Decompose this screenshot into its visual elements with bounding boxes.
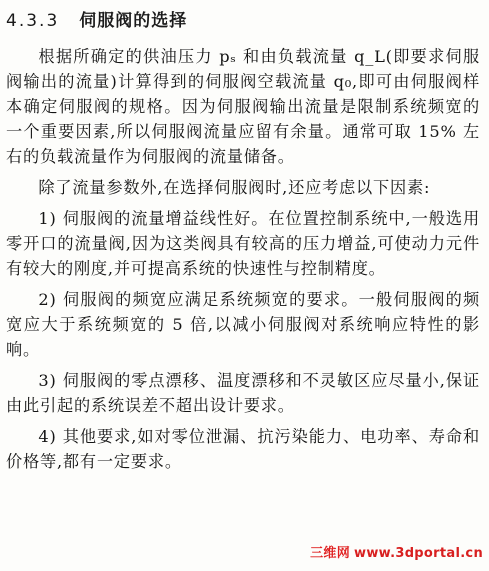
site-watermark [310,542,483,561]
paragraph-factor-1: 1) 伺服阀的流量增益线性好。在位置控制系统中,一般选用零开口的流量阀,因为这类阀具有较高的压力增益,可使动力元件有较大的刚度,并可提高系统的快速性与控制精度。 [6,209,480,278]
section-title: 伺服阀的选择 [79,11,188,31]
paragraph-factor-3: 3) 伺服阀的零点漂移、温度漂移和不灵敏区应尽量小,保证由此引起的系统误差不超出设计要求。 [6,371,480,415]
section-heading [6,6,187,31]
paragraph-factor-4: 4) 其他要求,如对零位泄漏、抗污染能力、电功率、寿命和价格等,都有一定要求。 [6,427,480,471]
paragraph-factors-lead: 除了流量参数外,在选择伺服阀时,还应考虑以下因素: [38,178,431,197]
section-number: 4.3.3 [6,11,60,31]
paragraph-factor-2: 2) 伺服阀的频宽应满足系统频宽的要求。一般伺服阀的频宽应大于系统频宽的 5 倍,以减小伺服阀对系统响应特性的影响。 [6,290,480,359]
watermark-brand: 三维网 [310,546,351,561]
body-text [6,44,480,474]
watermark-url: www.3dportal.cn [354,546,483,561]
paragraph-intro: 根据所确定的供油压力 pₛ 和由负载流量 q_L(即要求伺服阀输出的流量)计算得到的伺服阀空载流量 q₀,即可由伺服阀样本确定伺服阀的规格。因为伺服阀输出流量是限制系统频宽的一个重要因素,所以伺服阀流量应留有余量。通常可取 15% 左右的负载流量作为伺服阀的流量储备。 [6,47,480,166]
